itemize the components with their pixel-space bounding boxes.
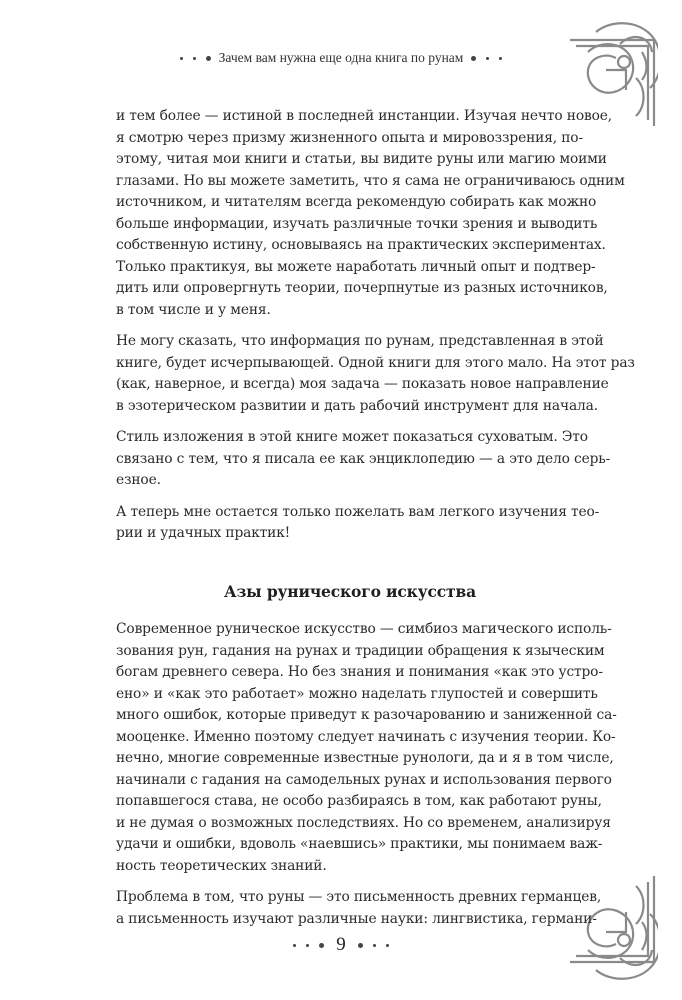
text-line: и не думая о возможных последствиях. Но со временем, анализируя: [116, 814, 611, 831]
text-line: дить или опровергнуть теории, почерпнутые из разных источников,: [116, 280, 608, 296]
right-dots-ornament: [358, 943, 389, 948]
paragraph-5: [116, 619, 617, 877]
text-line: Стиль изложения в этой книге может показаться суховатым. Это: [116, 429, 588, 445]
text-line: нечно, многие современные известные рунологи, да и я в том числе,: [116, 750, 614, 766]
paragraph-2: [116, 331, 635, 417]
text-line: собственную истину, основываясь на практических экспериментах.: [116, 237, 606, 253]
paragraph-6: [116, 887, 602, 930]
left-dots-ornament: [293, 943, 324, 948]
text-line: езное.: [116, 472, 161, 488]
text-line: попавшегося става, не особо разбираясь в том, как работают руны,: [116, 793, 602, 809]
text-line: книге, будет исчерпывающей. Одной книги для этого мало. На этот раз: [116, 354, 635, 371]
left-dots-ornament: [180, 56, 211, 61]
text-line: Только практикуя, вы можете наработать личный опыт и подтвер-: [116, 258, 596, 275]
text-line: много ошибок, которые приведут к разочарованию и заниженной са-: [116, 707, 617, 723]
text-line: и тем более — истиной в последней инстанции. Изучая нечто новое,: [116, 108, 613, 124]
text-line: начинали с гадания на самодельных рунах и использования первого: [116, 771, 612, 788]
text-line: связано с тем, что я писала ее как энциклопедию — а это дело серь-: [116, 450, 611, 467]
page-body: [116, 106, 635, 940]
text-line: рии и удачных практик!: [116, 525, 291, 541]
text-line: Не могу сказать, что информация по рунам, представленная в этой: [116, 333, 604, 349]
text-line: а письменность изучают различные науки: лингвистика, германи-: [116, 910, 597, 927]
text-line: я смотрю через призму жизненного опыта и мировоззрения, по-: [116, 129, 583, 146]
text-line: этому, читая мои книги и статьи, вы видите руны или магию моими: [116, 151, 607, 167]
paragraph-1: [116, 106, 625, 321]
text-line: ено» и «как это работает» можно наделать глупостей и совершить: [116, 685, 598, 702]
text-line: А теперь мне остается только пожелать вам легкого изучения тео-: [116, 503, 600, 520]
paragraph-3: [116, 427, 611, 492]
running-title: Зачем вам нужна еще одна книга по рунам: [218, 50, 464, 65]
paragraph-4: [116, 502, 600, 545]
text-line: богам древнего севера. Но без знания и понимания «как это устро-: [116, 664, 603, 680]
text-line: больше информации, изучать различные точки зрения и выводить: [116, 215, 598, 232]
text-line: мооценке. Именно поэтому следует начинать с изучения теории. Ко-: [116, 728, 616, 745]
section-heading: Азы рунического искусства: [223, 581, 477, 601]
text-line: Современное руническое искусство — симбиоз магического исполь-: [116, 621, 612, 637]
text-line: глазами. Но вы можете заметить, что я сама не ограничиваюсь одним: [116, 172, 625, 189]
text-line: в том числе и у меня.: [116, 301, 271, 318]
page-number: 9: [336, 934, 346, 955]
right-dots-ornament: [471, 56, 502, 61]
text-line: (как, наверное, и всегда) моя задача — показать новое направление: [116, 376, 609, 392]
text-line: в эзотерическом развитии и дать рабочий инструмент для начала.: [116, 397, 598, 414]
text-line: источником, и читателям всегда рекомендую собирать как можно: [116, 194, 597, 210]
text-line: ность теоретических знаний.: [116, 857, 327, 874]
page-number-footer: [0, 934, 682, 956]
text-line: зования рун, гадания на рунах и традиции обращения к языческим: [116, 642, 605, 659]
text-line: Проблема в том, что руны — это письменность древних германцев,: [116, 889, 602, 905]
text-line: удачи и ошибки, вдоволь «наевшись» практики, мы понимаем важ-: [116, 836, 603, 852]
